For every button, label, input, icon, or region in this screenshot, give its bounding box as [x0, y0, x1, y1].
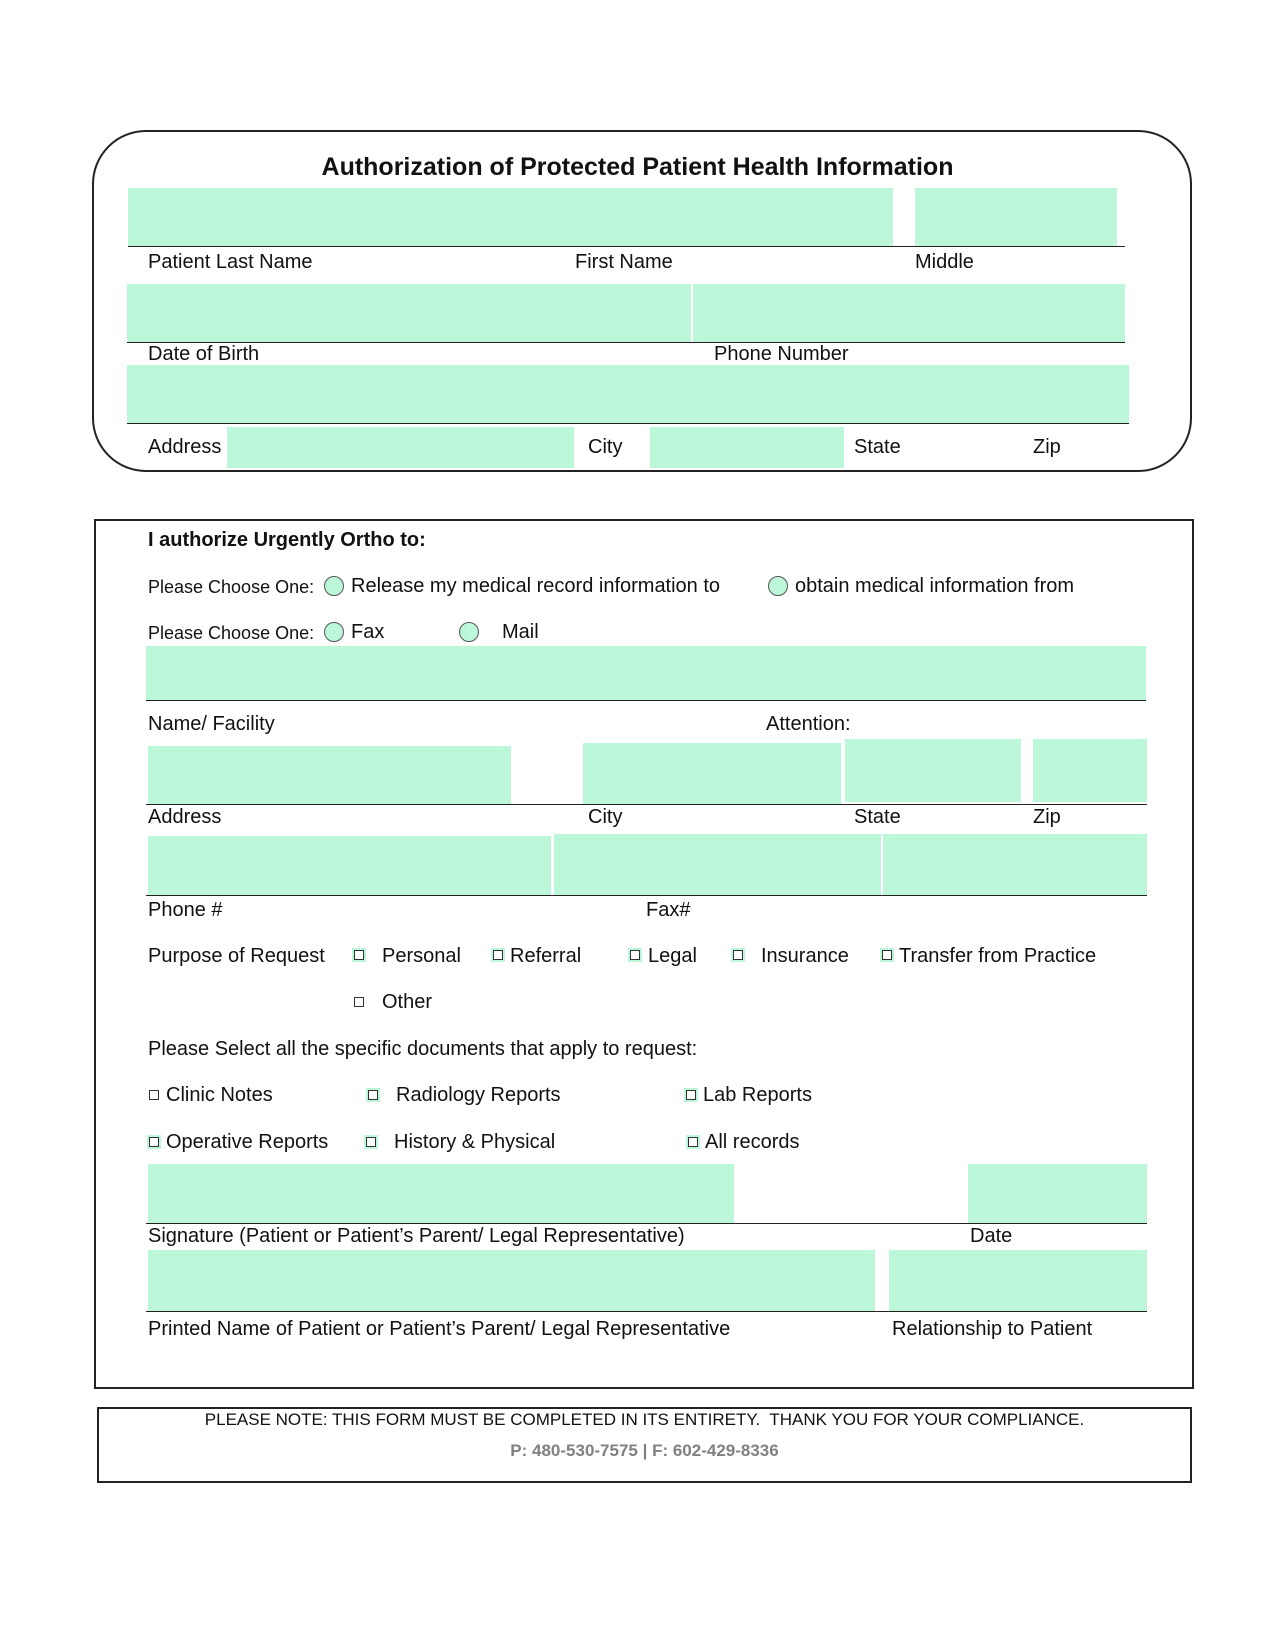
facility-field[interactable]	[146, 646, 1146, 700]
purpose-label: Purpose of Request	[148, 945, 325, 967]
dob-underline	[127, 342, 1125, 343]
printed-name-field[interactable]	[148, 1250, 875, 1311]
middle-label: Middle	[915, 251, 974, 273]
release-label: Release my medical record information to	[351, 575, 721, 597]
facility-extra-field[interactable]	[883, 834, 1147, 895]
printed-name-label: Printed Name of Patient or Patient’s Parent/ Legal Representative	[148, 1318, 731, 1340]
doc-operative-label: Operative Reports	[166, 1131, 329, 1153]
middle-name-field[interactable]	[915, 188, 1117, 246]
purpose-insurance-label: Insurance	[761, 945, 849, 967]
facility-address-label: Address	[148, 806, 222, 828]
purpose-other-label: Other	[382, 991, 433, 1013]
purpose-other-checkbox[interactable]	[352, 995, 366, 1009]
doc-lab-reports-label: Lab Reports	[703, 1084, 812, 1106]
facility-address-underline	[146, 804, 1147, 805]
purpose-transfer-checkbox[interactable]	[880, 948, 894, 962]
obtain-radio[interactable]	[768, 576, 788, 596]
facility-phone-label: Phone #	[148, 899, 223, 921]
purpose-referral-label: Referral	[510, 945, 582, 967]
date-label: Date	[970, 1225, 1013, 1247]
doc-clinic-notes-checkbox[interactable]	[147, 1088, 161, 1102]
doc-all-records-label: All records	[705, 1131, 800, 1153]
fax-radio[interactable]	[324, 622, 344, 642]
facility-phone-field[interactable]	[148, 836, 551, 895]
mail-radio[interactable]	[459, 622, 479, 642]
facility-city-label: City	[588, 806, 623, 828]
city-label: City	[588, 436, 623, 458]
facility-city-field[interactable]	[583, 743, 841, 804]
zip-label: Zip	[1033, 436, 1061, 458]
obtain-label: obtain medical information from	[795, 575, 1075, 597]
facility-zip-field[interactable]	[1033, 739, 1147, 802]
purpose-legal-label: Legal	[648, 945, 697, 967]
dob-field[interactable]	[127, 284, 691, 342]
mail-choice-label: Mail	[502, 621, 539, 643]
doc-lab-reports-checkbox[interactable]	[684, 1088, 698, 1102]
facility-label: Name/ Facility	[148, 713, 275, 735]
signature-date-field[interactable]	[968, 1164, 1147, 1223]
facility-zip-label: Zip	[1033, 806, 1061, 828]
phone-label: Phone Number	[714, 343, 849, 365]
purpose-transfer-label: Transfer from Practice	[899, 945, 1097, 967]
state-label: State	[854, 436, 901, 458]
relationship-label: Relationship to Patient	[892, 1318, 1093, 1340]
documents-label: Please Select all the specific documents that apply to request:	[148, 1038, 698, 1060]
name-underline	[128, 246, 1125, 247]
doc-radiology-label: Radiology Reports	[396, 1084, 561, 1106]
choose-one-delivery-label: Please Choose One:	[148, 623, 315, 643]
doc-radiology-checkbox[interactable]	[366, 1088, 380, 1102]
address-underline	[127, 423, 1129, 424]
doc-operative-checkbox[interactable]	[147, 1135, 161, 1149]
attention-label: Attention:	[766, 713, 851, 735]
first-name-label: First Name	[575, 251, 673, 273]
state-field[interactable]	[650, 427, 844, 468]
authorize-heading: I authorize Urgently Ortho to:	[148, 529, 426, 551]
relationship-field[interactable]	[889, 1250, 1147, 1311]
doc-history-physical-checkbox[interactable]	[364, 1135, 378, 1149]
release-radio[interactable]	[324, 576, 344, 596]
doc-all-records-checkbox[interactable]	[686, 1135, 700, 1149]
notice-text: PLEASE NOTE: THIS FORM MUST BE COMPLETED IN ITS ENTIRETY. THANK YOU FOR YOUR COMPLIANCE.	[204, 1410, 1085, 1429]
dob-label: Date of Birth	[148, 343, 260, 365]
purpose-referral-checkbox[interactable]	[491, 948, 505, 962]
doc-history-physical-label: History & Physical	[394, 1131, 556, 1153]
phone-fax-underline	[146, 895, 1147, 896]
printed-name-underline	[146, 1311, 1147, 1312]
last-name-label: Patient Last Name	[148, 251, 313, 273]
purpose-legal-checkbox[interactable]	[628, 948, 642, 962]
purpose-personal-label: Personal	[382, 945, 461, 967]
patient-name-field[interactable]	[128, 188, 893, 246]
facility-state-label: State	[854, 806, 901, 828]
facility-underline	[146, 700, 1146, 701]
purpose-insurance-checkbox[interactable]	[731, 948, 745, 962]
facility-fax-label: Fax#	[646, 899, 691, 921]
address-label: Address	[148, 436, 222, 458]
facility-state-field[interactable]	[845, 739, 1021, 802]
phone-field[interactable]	[693, 284, 1125, 342]
signature-label: Signature (Patient or Patient’s Parent/ Legal Representative)	[148, 1225, 685, 1247]
signature-field[interactable]	[148, 1164, 734, 1223]
purpose-personal-checkbox[interactable]	[352, 948, 366, 962]
facility-address-field[interactable]	[148, 746, 511, 804]
address-line-field[interactable]	[127, 365, 1129, 423]
form-title: Authorization of Protected Patient Health Information	[321, 153, 954, 181]
fax-choice-label: Fax	[351, 621, 385, 643]
doc-clinic-notes-label: Clinic Notes	[166, 1084, 273, 1106]
city-field[interactable]	[227, 427, 574, 468]
facility-fax-field[interactable]	[554, 834, 881, 895]
contact-numbers: P: 480-530-7575 | F: 602-429-8336	[510, 1441, 779, 1460]
choose-one-label: Please Choose One:	[148, 577, 315, 597]
